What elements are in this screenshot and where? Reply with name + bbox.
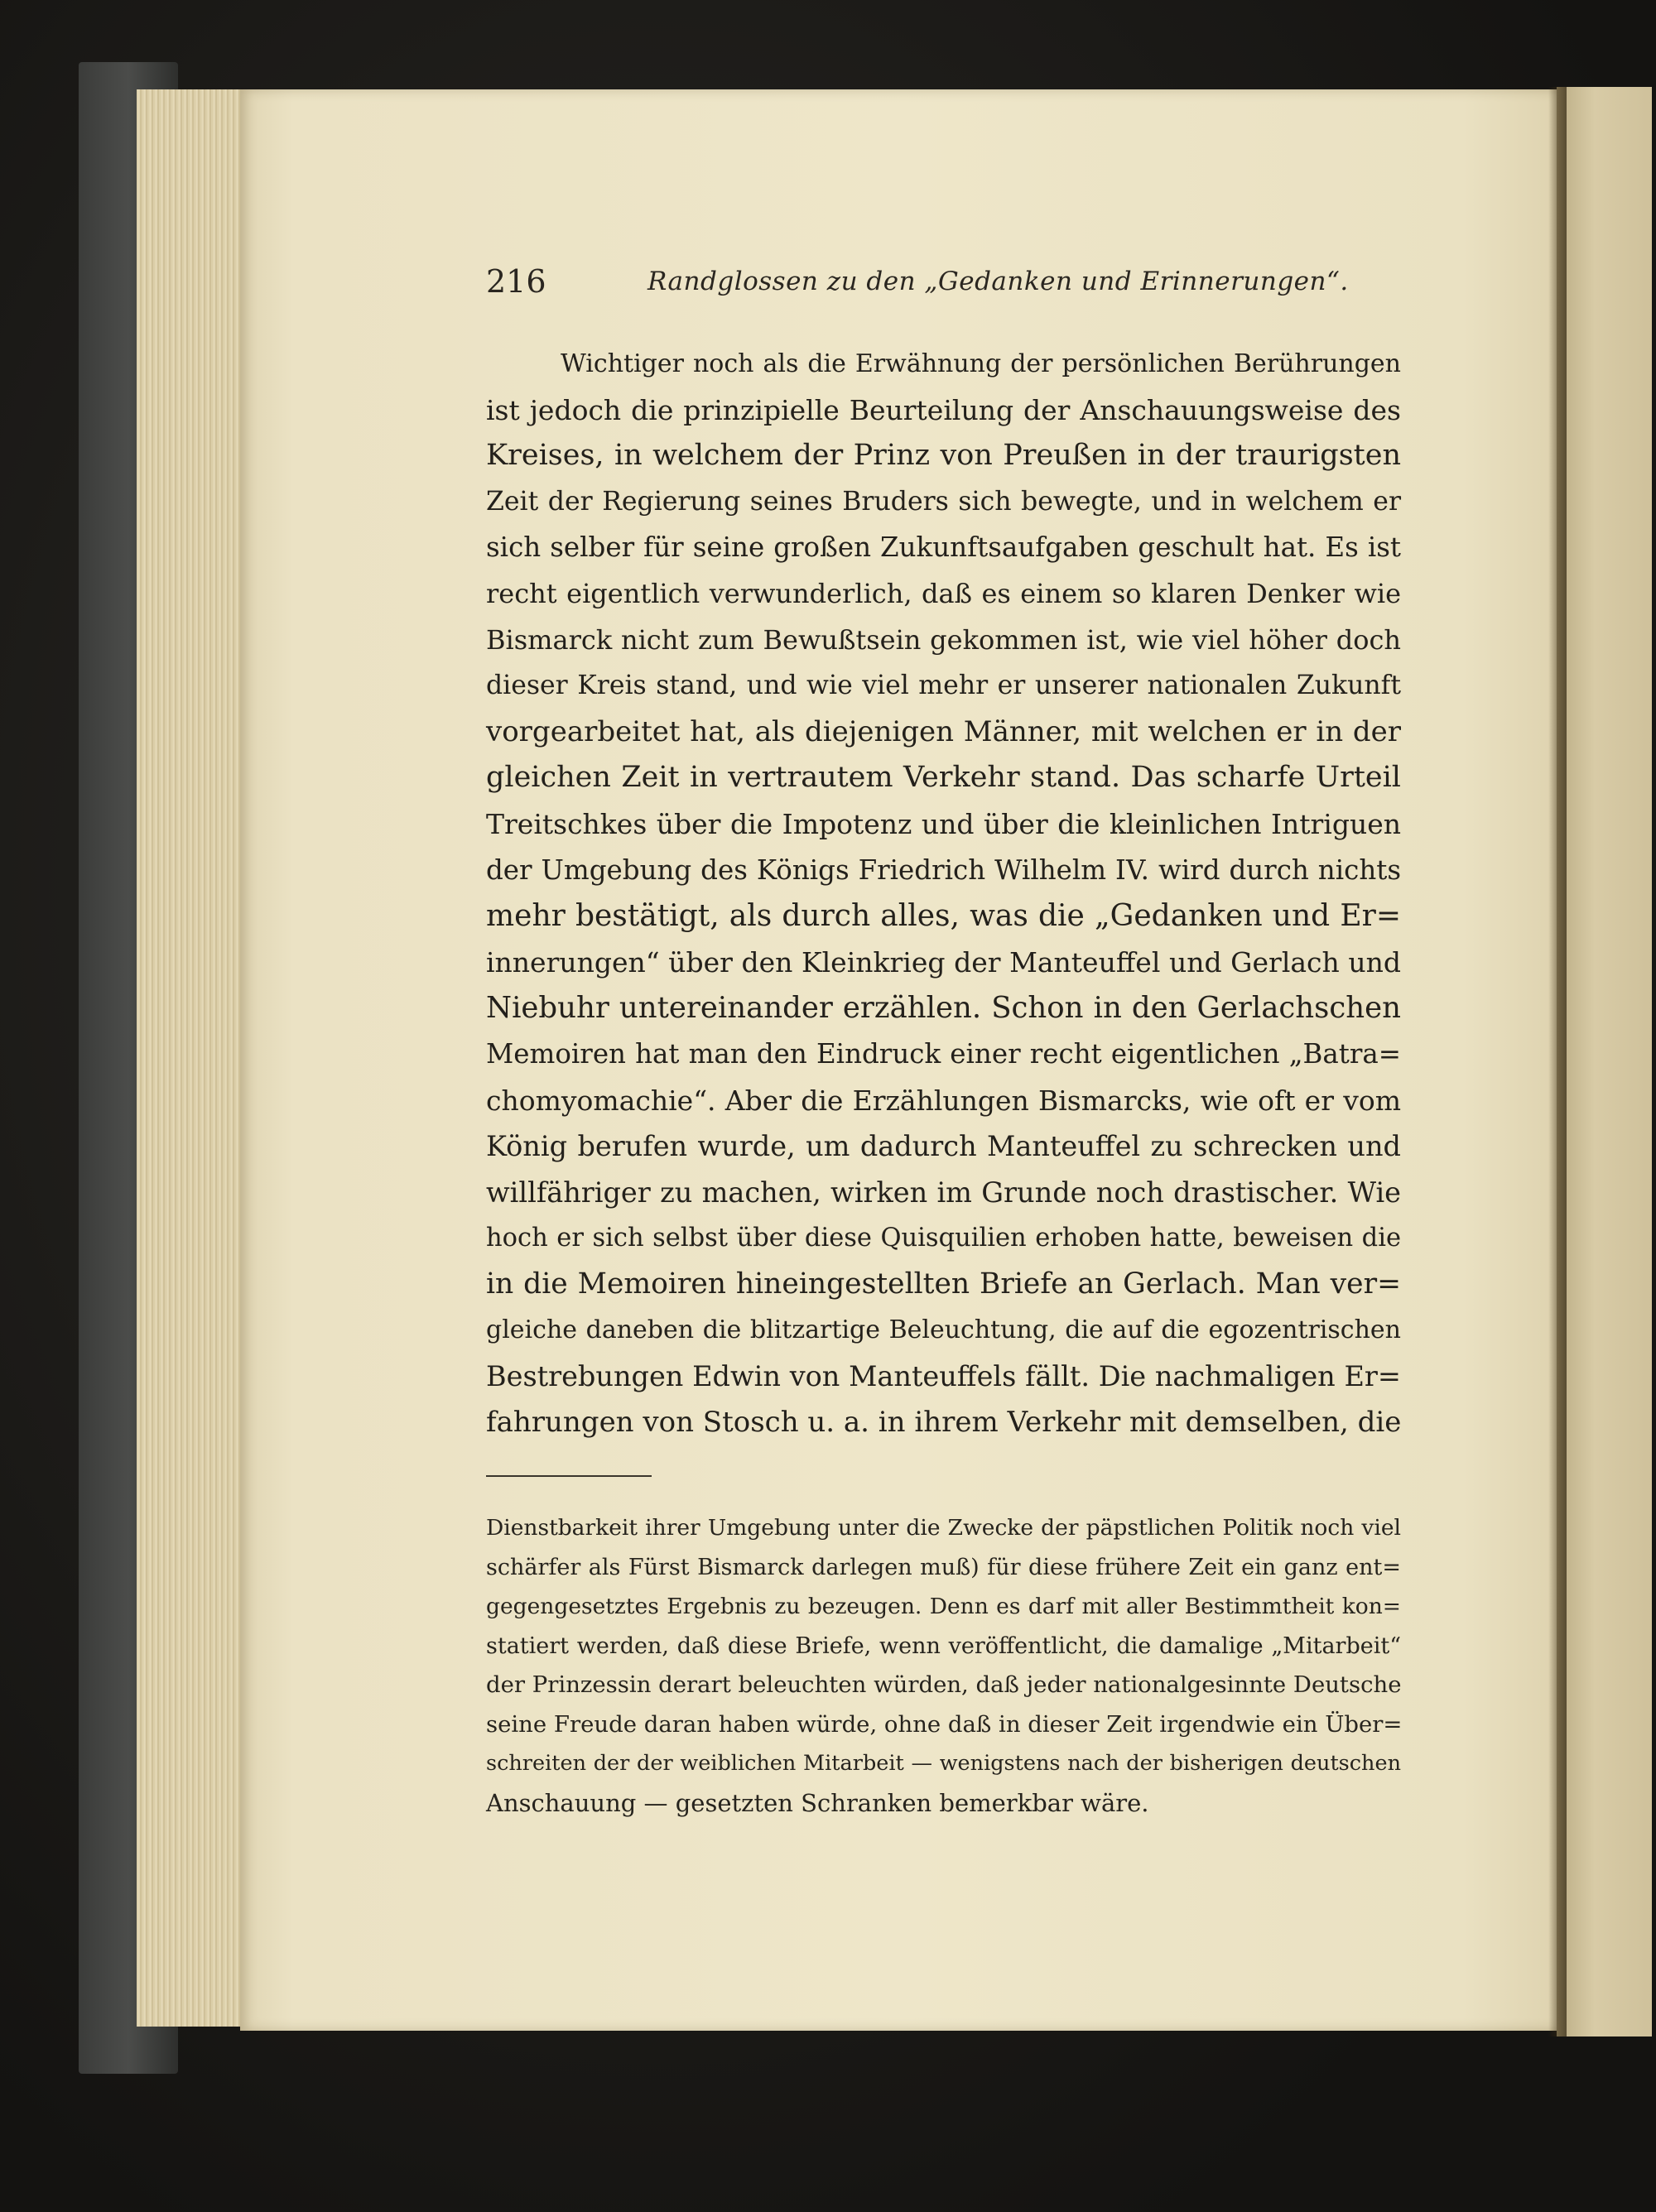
text-line: Zeit der Regierung seines Bruders sich bewegte, und in welchem er <box>486 486 1401 517</box>
text-line: gleiche daneben die blitzartige Beleuchtung, die auf die egozentrischen <box>486 1315 1401 1345</box>
text-line: Memoiren hat man den Eindruck einer recht eigentlichen „Batra= <box>486 1037 1401 1070</box>
text-line: gleichen Zeit in vertrautem Verkehr stand. Das scharfe Urteil <box>486 761 1401 795</box>
footnote-line: statiert werden, daß diese Briefe, wenn veröffentlicht, die damalige „Mitarbeit“ <box>486 1633 1401 1659</box>
text-line: Niebuhr untereinander erzählen. Schon in den Gerlachschen <box>486 991 1401 1026</box>
text-line: in die Memoiren hineingestellten Briefe an Gerlach. Man ver= <box>486 1267 1401 1301</box>
text-line: König berufen wurde, um dadurch Manteuffel zu schrecken und <box>486 1130 1401 1163</box>
footnote-line: Dienstbarkeit ihrer Umgebung unter die Zwecke der päpstlichen Politik noch viel <box>486 1515 1401 1541</box>
footnote-line: seine Freude daran haben würde, ohne daß in dieser Zeit irgendwie ein Über= <box>486 1710 1403 1738</box>
text-line: willfähriger zu machen, wirken im Grunde noch drastischer. Wie <box>486 1176 1401 1209</box>
facing-page-edge <box>1557 87 1652 2036</box>
text-line: vorgearbeitet hat, als diejenigen Männer, mit welchen er in der <box>486 714 1401 748</box>
text-line: Treitschkes über die Impotenz und über die kleinlichen Intriguen <box>486 807 1401 840</box>
footnote <box>486 1508 1401 1823</box>
footnote-line: gegengesetztes Ergebnis zu bezeugen. Denn es darf mit aller Bestimmtheit kon= <box>486 1594 1401 1619</box>
footnote-line: schreiten der der weiblichen Mitarbeit — wenigstens nach der bisherigen deutschen <box>486 1751 1401 1776</box>
gutter-shadow <box>1548 87 1567 2036</box>
page-edges <box>137 89 248 2027</box>
text-line: Bestrebungen Edwin von Manteuffels fällt. Die nachmaligen Er= <box>486 1360 1401 1393</box>
text-line: mehr bestätigt, als durch alles, was die „Gedanken und Er= <box>486 899 1401 934</box>
text-line: recht eigentlich verwunderlich, daß es einem so klaren Denker wie <box>486 577 1401 609</box>
footnote-divider <box>486 1475 652 1477</box>
text-line: Bismarck nicht zum Bewußtsein gekommen ist, wie viel höher doch <box>486 623 1401 656</box>
footnote-line: Anschauung — gesetzten Schranken bemerkbar wäre. <box>486 1788 1149 1817</box>
page-number: 216 <box>486 263 546 300</box>
text-line: Wichtiger noch als die Erwähnung der persönlichen Berührungen <box>561 349 1401 378</box>
page-header <box>486 261 1401 302</box>
footnote-line: der Prinzessin derart beleuchten würden, daß jeder nationalgesinnte Deutsche <box>486 1671 1402 1698</box>
body-text <box>486 341 1401 1445</box>
text-line: Kreises, in welchem der Prinz von Preußen in der traurigsten <box>486 439 1401 473</box>
running-title: Randglossen zu den „Gedanken und Erinnerungen“. <box>647 267 1349 296</box>
text-line: der Umgebung des Königs Friedrich Wilhelm IV. wird durch nichts <box>486 854 1401 886</box>
text-line: hoch er sich selbst über diese Quisquilien erhoben hatte, beweisen die <box>486 1224 1401 1253</box>
text-line: dieser Kreis stand, und wie viel mehr er unserer nationalen Zukunft <box>486 671 1401 701</box>
text-line: sich selber für seine großen Zukunftsaufgaben geschult hat. Es ist <box>486 531 1401 564</box>
text-line: innerungen“ über den Kleinkrieg der Manteuffel und Gerlach und <box>486 945 1401 979</box>
text-line: ist jedoch die prinzipielle Beurteilung der Anschauungsweise des <box>486 393 1401 426</box>
text-line: chomyomachie“. Aber die Erzählungen Bismarcks, wie oft er vom <box>486 1084 1401 1117</box>
footnote-line: schärfer als Fürst Bismarck darlegen muß) für diese frühere Zeit ein ganz ent= <box>486 1554 1401 1580</box>
text-line: fahrungen von Stosch u. a. in ihrem Verkehr mit demselben, die <box>486 1405 1402 1439</box>
